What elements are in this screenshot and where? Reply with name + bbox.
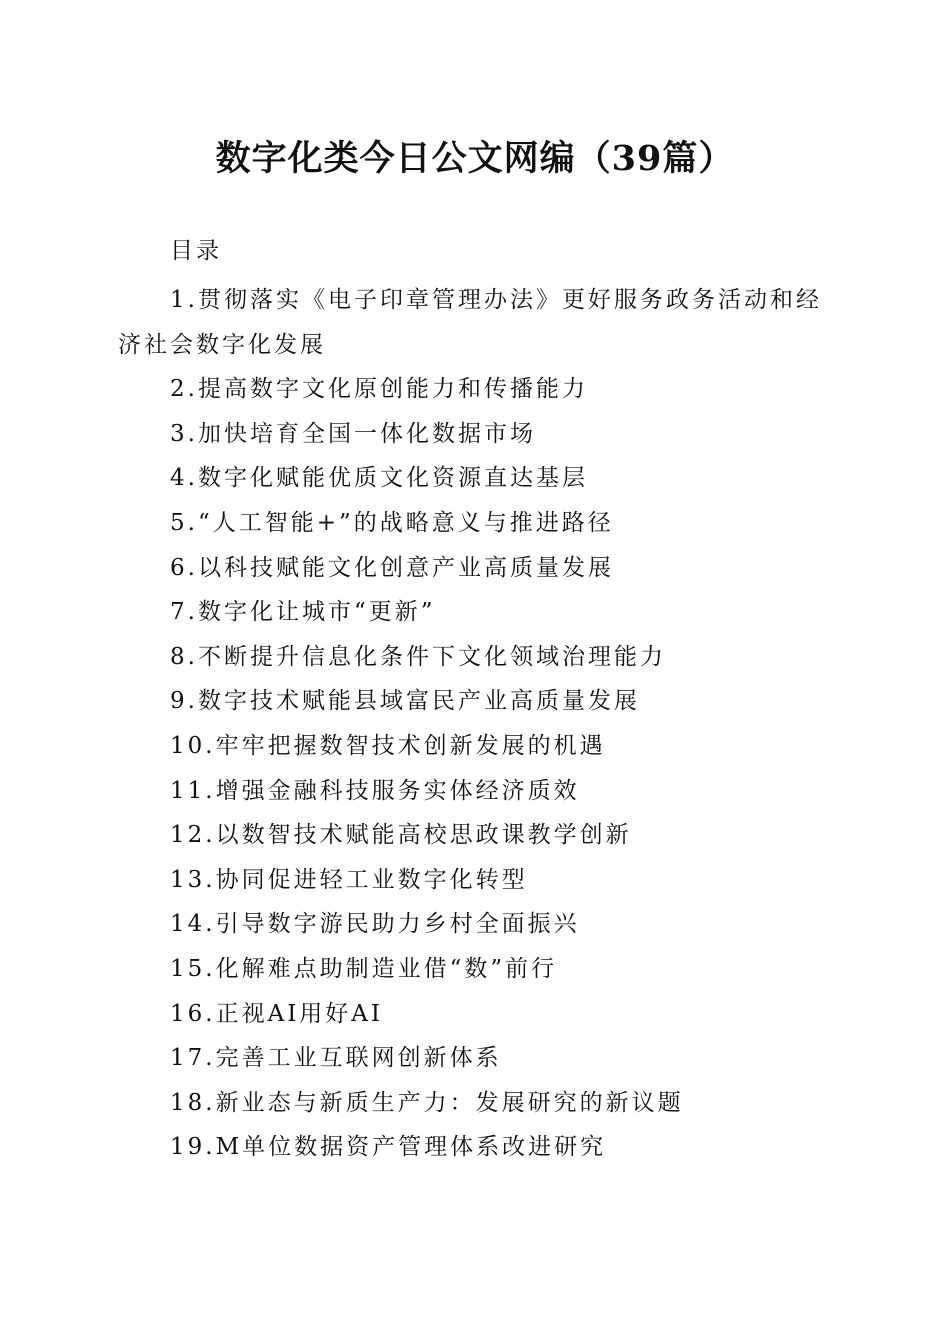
toc-item-16: 16.正视AI用好AI [170,1000,383,1027]
table-of-contents [118,278,838,1170]
document-title: 数字化类今日公文网编（39篇） [215,138,735,179]
toc-item-18: 18.新业态与新质生产力：发展研究的新议题 [170,1089,684,1116]
toc-item-6: 6.以科技赋能文化创意产业高质量发展 [170,554,614,581]
toc-item-13: 13.协同促进轻工业数字化转型 [170,866,528,893]
toc-item-14: 14.引导数字游民助力乡村全面振兴 [170,911,580,938]
toc-item-19: 19.M单位数据资产管理体系改进研究 [170,1134,607,1161]
toc-item-15: 15.化解难点助制造业借“数”前行 [170,955,558,982]
toc-item-3: 3.加快培育全国一体化数据市场 [170,420,536,447]
toc-item-4: 4.数字化赋能优质文化资源直达基层 [170,465,588,492]
toc-item-1: 1.贯彻落实《电子印章管理办法》更好服务政务活动和经济社会数字化发展 [118,287,822,358]
toc-item-2: 2.提高数字文化原创能力和传播能力 [170,376,588,403]
toc-item-17: 17.完善工业互联网创新体系 [170,1045,502,1072]
toc-item-8: 8.不断提升信息化条件下文化领域治理能力 [170,643,666,670]
toc-item-5: 5.“人工智能+”的战略意义与推进路径 [170,509,614,536]
toc-item-12: 12.以数智技术赋能高校思政课教学创新 [170,822,632,849]
toc-item-11: 11.增强金融科技服务实体经济质效 [170,777,580,804]
toc-heading: 目录 [170,238,222,264]
toc-item-9: 9.数字技术赋能县域富民产业高质量发展 [170,688,640,715]
toc-item-7: 7.数字化让城市“更新” [170,599,436,626]
toc-item-10: 10.牢牢把握数智技术创新发展的机遇 [170,732,606,759]
